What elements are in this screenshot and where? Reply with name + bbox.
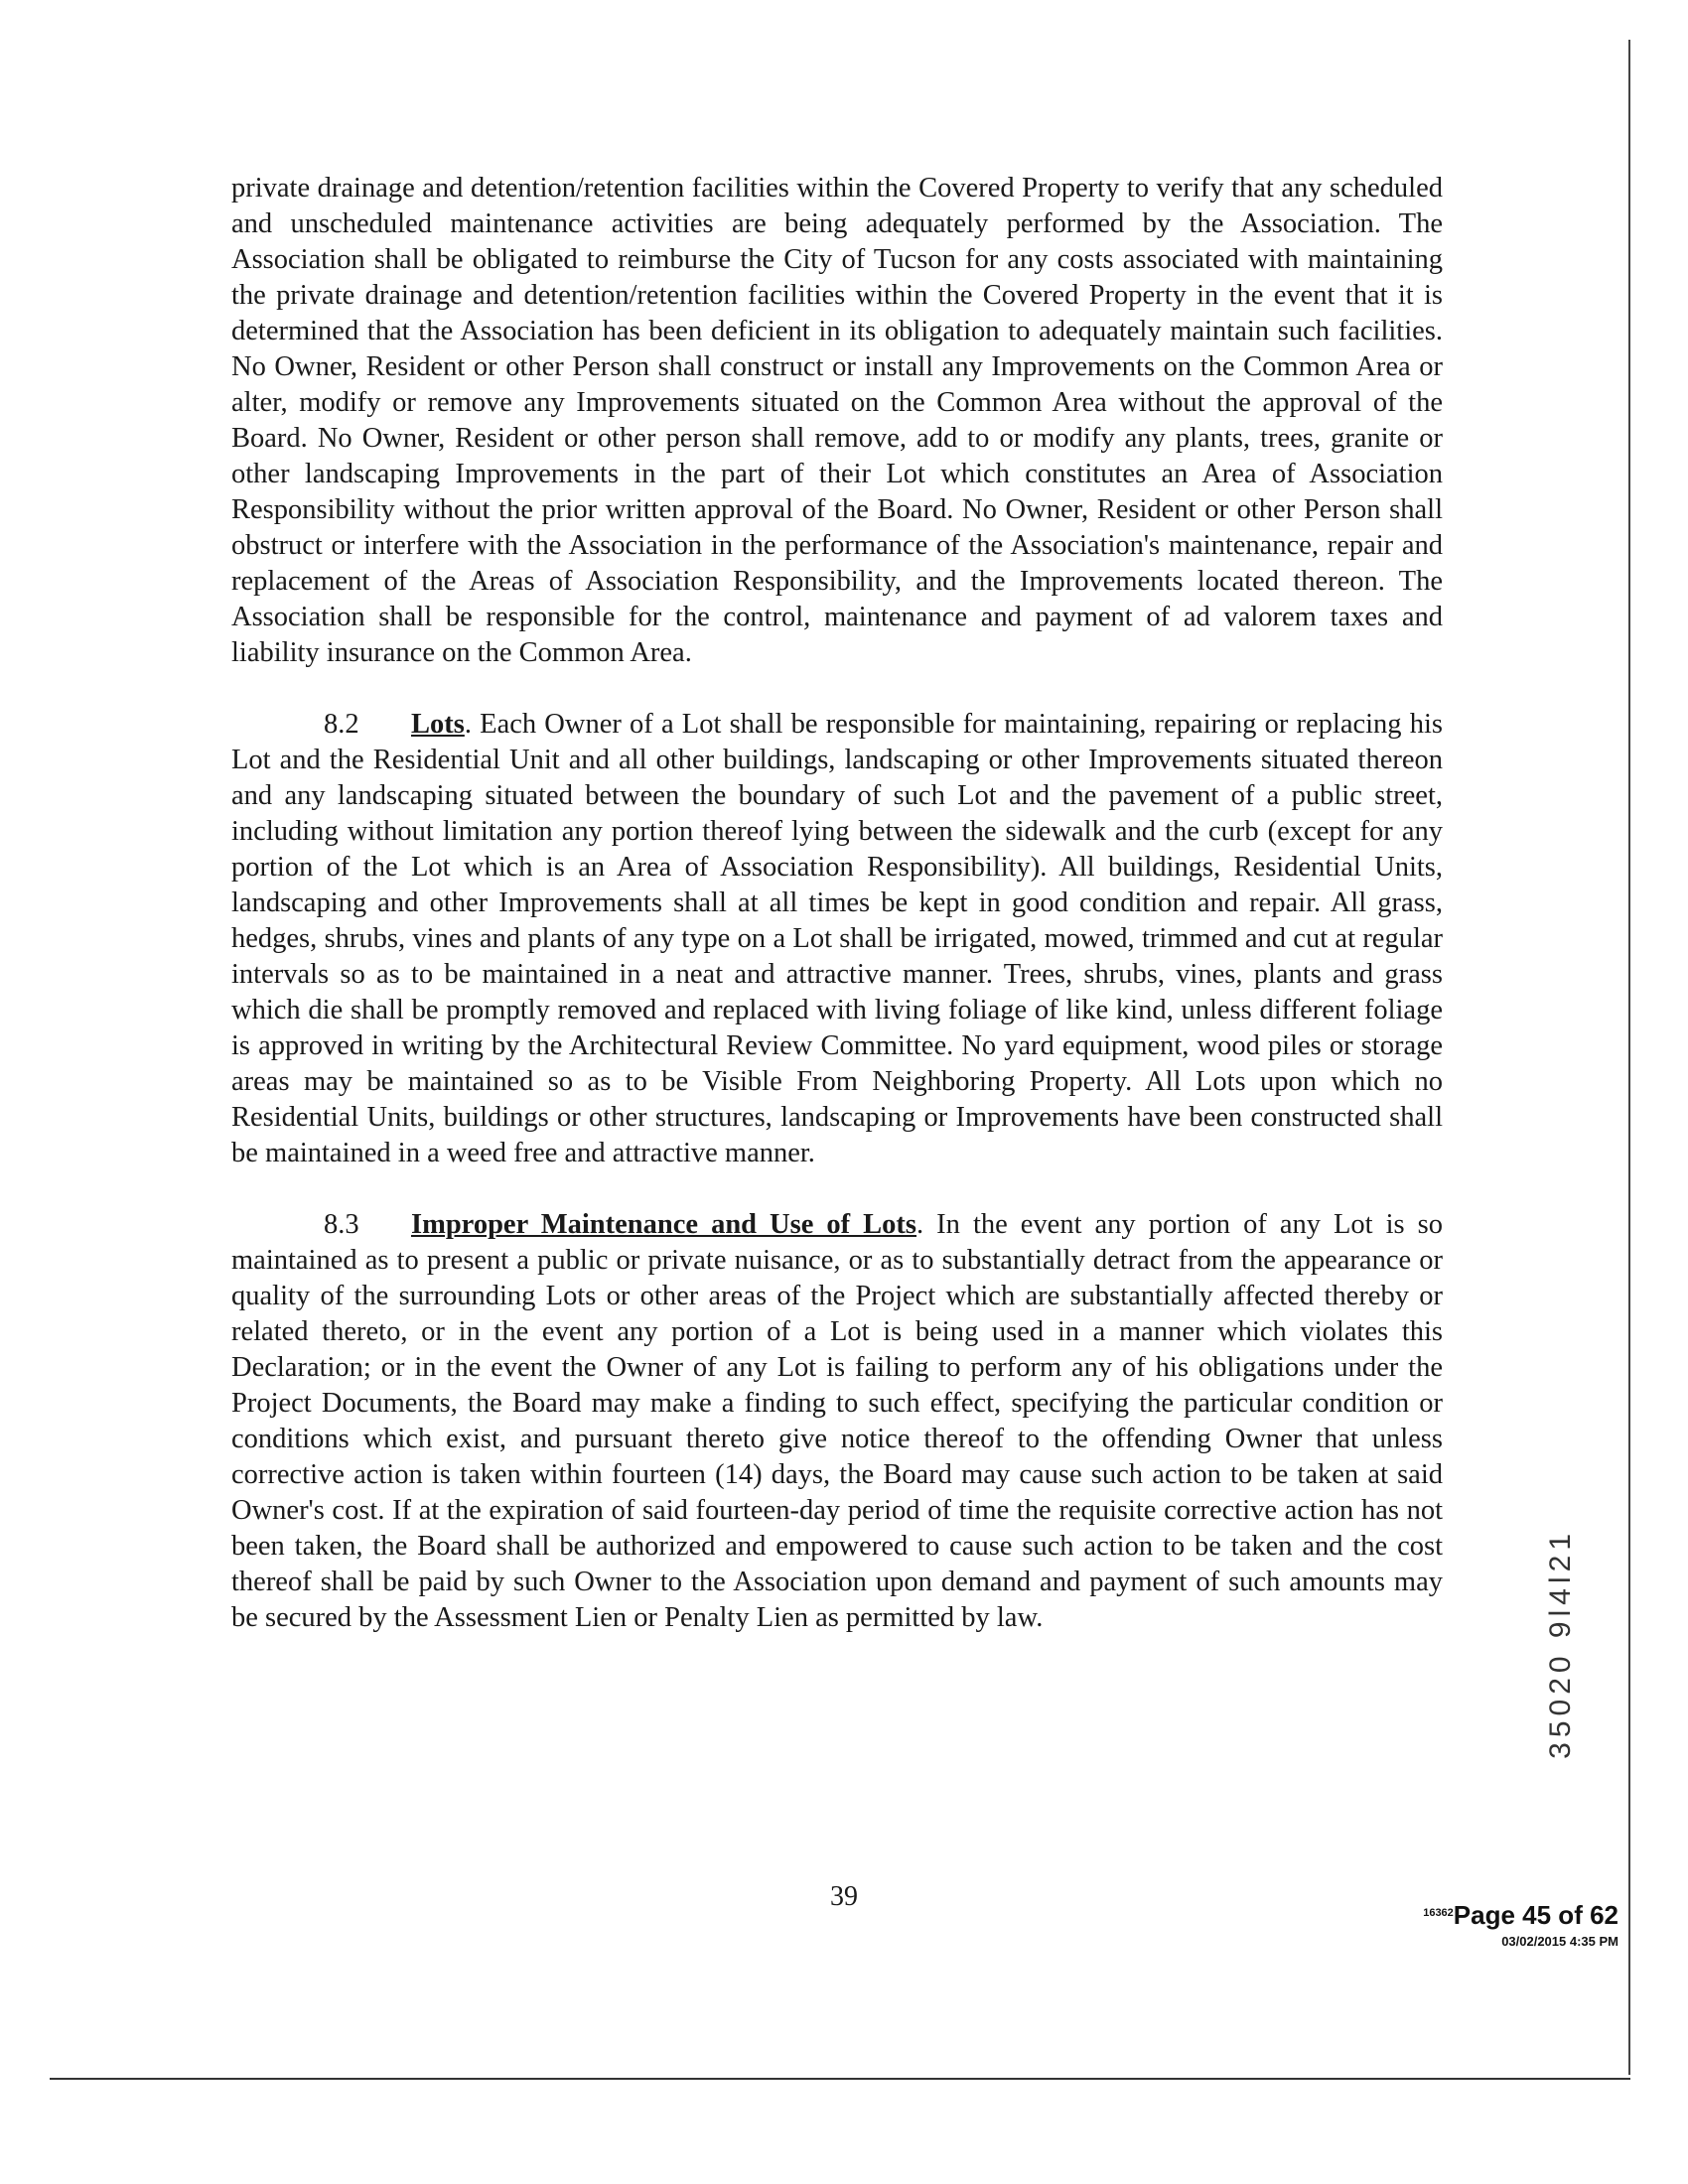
section-8-2: 8.2 Lots. Each Owner of a Lot shall be responsible for maintaining, repairing or replacing his Lot and the Residential Unit and all other buildings, landscaping or other Improvements situated thereon and any landscaping situated between the boundary of such Lot and the pavement of a public street, including without limitation any portion thereof lying between the sidewalk and the curb (except for any portion of the Lot which is an Area of Association Responsibility). All buildings, Residential Units, landscaping and other Improvements shall at all times be kept in good condition and repair. All grass, hedges, shrubs, vines and plants of any type on a Lot shall be irrigated, mowed, trimmed and cut at regular intervals so as to be maintained in a neat and attractive manner. Trees, shrubs, vines, plants and grass which die shall be promptly removed and replaced with living foliage of like kind, unless different foliage is approved in writing by the Architectural Review Committee. No yard equipment, wood piles or storage areas may be maintained so as to be Visible From Neighboring Property. All Lots upon which no Residential Units, buildings or other structures, landscaping or Improvements have been constructed shall be maintained in a weed free and attractive manner.: [231, 709, 1443, 1168]
scan-edge-right: [1628, 40, 1630, 2075]
section-number: 8.2: [324, 709, 359, 740]
document-body: [231, 171, 1443, 1636]
stamp-page-line: [1370, 1898, 1618, 1930]
section-text: In the event any portion of any Lot is so maintained as to present a public or private nuisance, or as to substantially detract from the appearance or quality of the surrounding Lots or other areas of the Project which are substantially affected thereby or related thereto, or in the event any portion of a Lot is being used in a manner which violates this Declaration; or in the event the Owner of any Lot is failing to perform any of his obligations under the Project Documents, the Board may make a finding to such effect, specifying the particular condition or conditions which exist, and pursuant thereto give notice thereof to the offending Owner that unless corrective action is taken within fourteen (14) days, the Board may cause such action to be taken at said Owner's cost. If at the expiration of said fourteen-day period of time the requisite corrective action has not been taken, the Board shall be authorized and empowered to cause such action to be taken and the cost thereof shall be paid by such Owner to the Association upon demand and payment of such amounts may be secured by the Assessment Lien or Penalty Lien as permitted by law.: [231, 1209, 1443, 1633]
stamp-prefix: 16362: [1423, 1907, 1454, 1919]
section-8-3: 8.3 Improper Maintenance and Use of Lots. In the event any portion of any Lot is so maintained as to present a public or private nuisance, or as to substantially detract from the appearance or quality of the surrounding Lots or other areas of the Project which are substantially affected thereby or related thereto, or in the event any portion of a Lot is being used in a manner which violates this Declaration; or in the event the Owner of any Lot is failing to perform any of his obligations under the Project Documents, the Board may make a finding to such effect, specifying the particular condition or conditions which exist, and pursuant thereto give notice thereof to the offending Owner that unless corrective action is taken within fourteen (14) days, the Board may cause such action to be taken at said Owner's cost. If at the expiration of said fourteen-day period of time the requisite corrective action has not been taken, the Board shall be authorized and empowered to cause such action to be taken and the cost thereof shall be paid by such Owner to the Association upon demand and payment of such amounts may be secured by the Assessment Lien or Penalty Lien as permitted by law.: [231, 1209, 1443, 1633]
intro-paragraph: private drainage and detention/retention facilities within the Covered Property to verify that any scheduled and unscheduled maintenance activities are being adequately performed by the Association. The Association shall be obligated to reimburse the City of Tucson for any costs associated with maintaining the private drainage and detention/retention facilities within the Covered Property in the event that it is determined that the Association has been deficient in its obligation to adequately maintain such facilities. No Owner, Resident or other Person shall construct or install any Improvements on the Common Area or alter, modify or remove any Improvements situated on the Common Area without the approval of the Board. No Owner, Resident or other person shall remove, add to or modify any plants, trees, granite or other landscaping Improvements in the part of their Lot which constitutes an Area of Association Responsibility without the prior written approval of the Board. No Owner, Resident or other Person shall obstruct or interfere with the Association in the performance of the Association's maintenance, repair and replacement of the Areas of Association Responsibility, and the Improvements located thereon. The Association shall be responsible for the control, maintenance and payment of ad valorem taxes and liability insurance on the Common Area.: [231, 173, 1443, 668]
section-number: 8.3: [324, 1209, 359, 1240]
stamp-page: Page 45 of 62: [1453, 1900, 1618, 1930]
recording-number-vertical: 35020 9l4l21: [1544, 1529, 1577, 1759]
section-text: Each Owner of a Lot shall be responsible for maintaining, repairing or replacing his Lot and the Residential Unit and all other buildings, landscaping or other Improvements situated thereon and any landscaping situated between the boundary of such Lot and the pavement of a public street, including without limitation any portion thereof lying between the sidewalk and the curb (except for any portion of the Lot which is an Area of Association Responsibility). All buildings, Residential Units, landscaping and other Improvements shall at all times be kept in good condition and repair. All grass, hedges, shrubs, vines and plants of any type on a Lot shall be irrigated, mowed, trimmed and cut at regular intervals so as to be maintained in a neat and attractive manner. Trees, shrubs, vines, plants and grass which die shall be promptly removed and replaced with living foliage of like kind, unless different foliage is approved in writing by the Architectural Review Committee. No yard equipment, wood piles or storage areas may be maintained so as to be Visible From Neighboring Property. All Lots upon which no Residential Units, buildings or other structures, landscaping or Improvements have been constructed shall be maintained in a weed free and attractive manner.: [231, 709, 1443, 1168]
page-number: 39: [830, 1881, 858, 1912]
scan-edge-bottom: [50, 2078, 1630, 2080]
section-heading: Lots: [411, 709, 465, 740]
stamp-datetime: 03/02/2015 4:35 PM: [1501, 1934, 1618, 1949]
section-heading: Improper Maintenance and Use of Lots: [411, 1209, 917, 1240]
recording-stamp: [1370, 1898, 1618, 1950]
